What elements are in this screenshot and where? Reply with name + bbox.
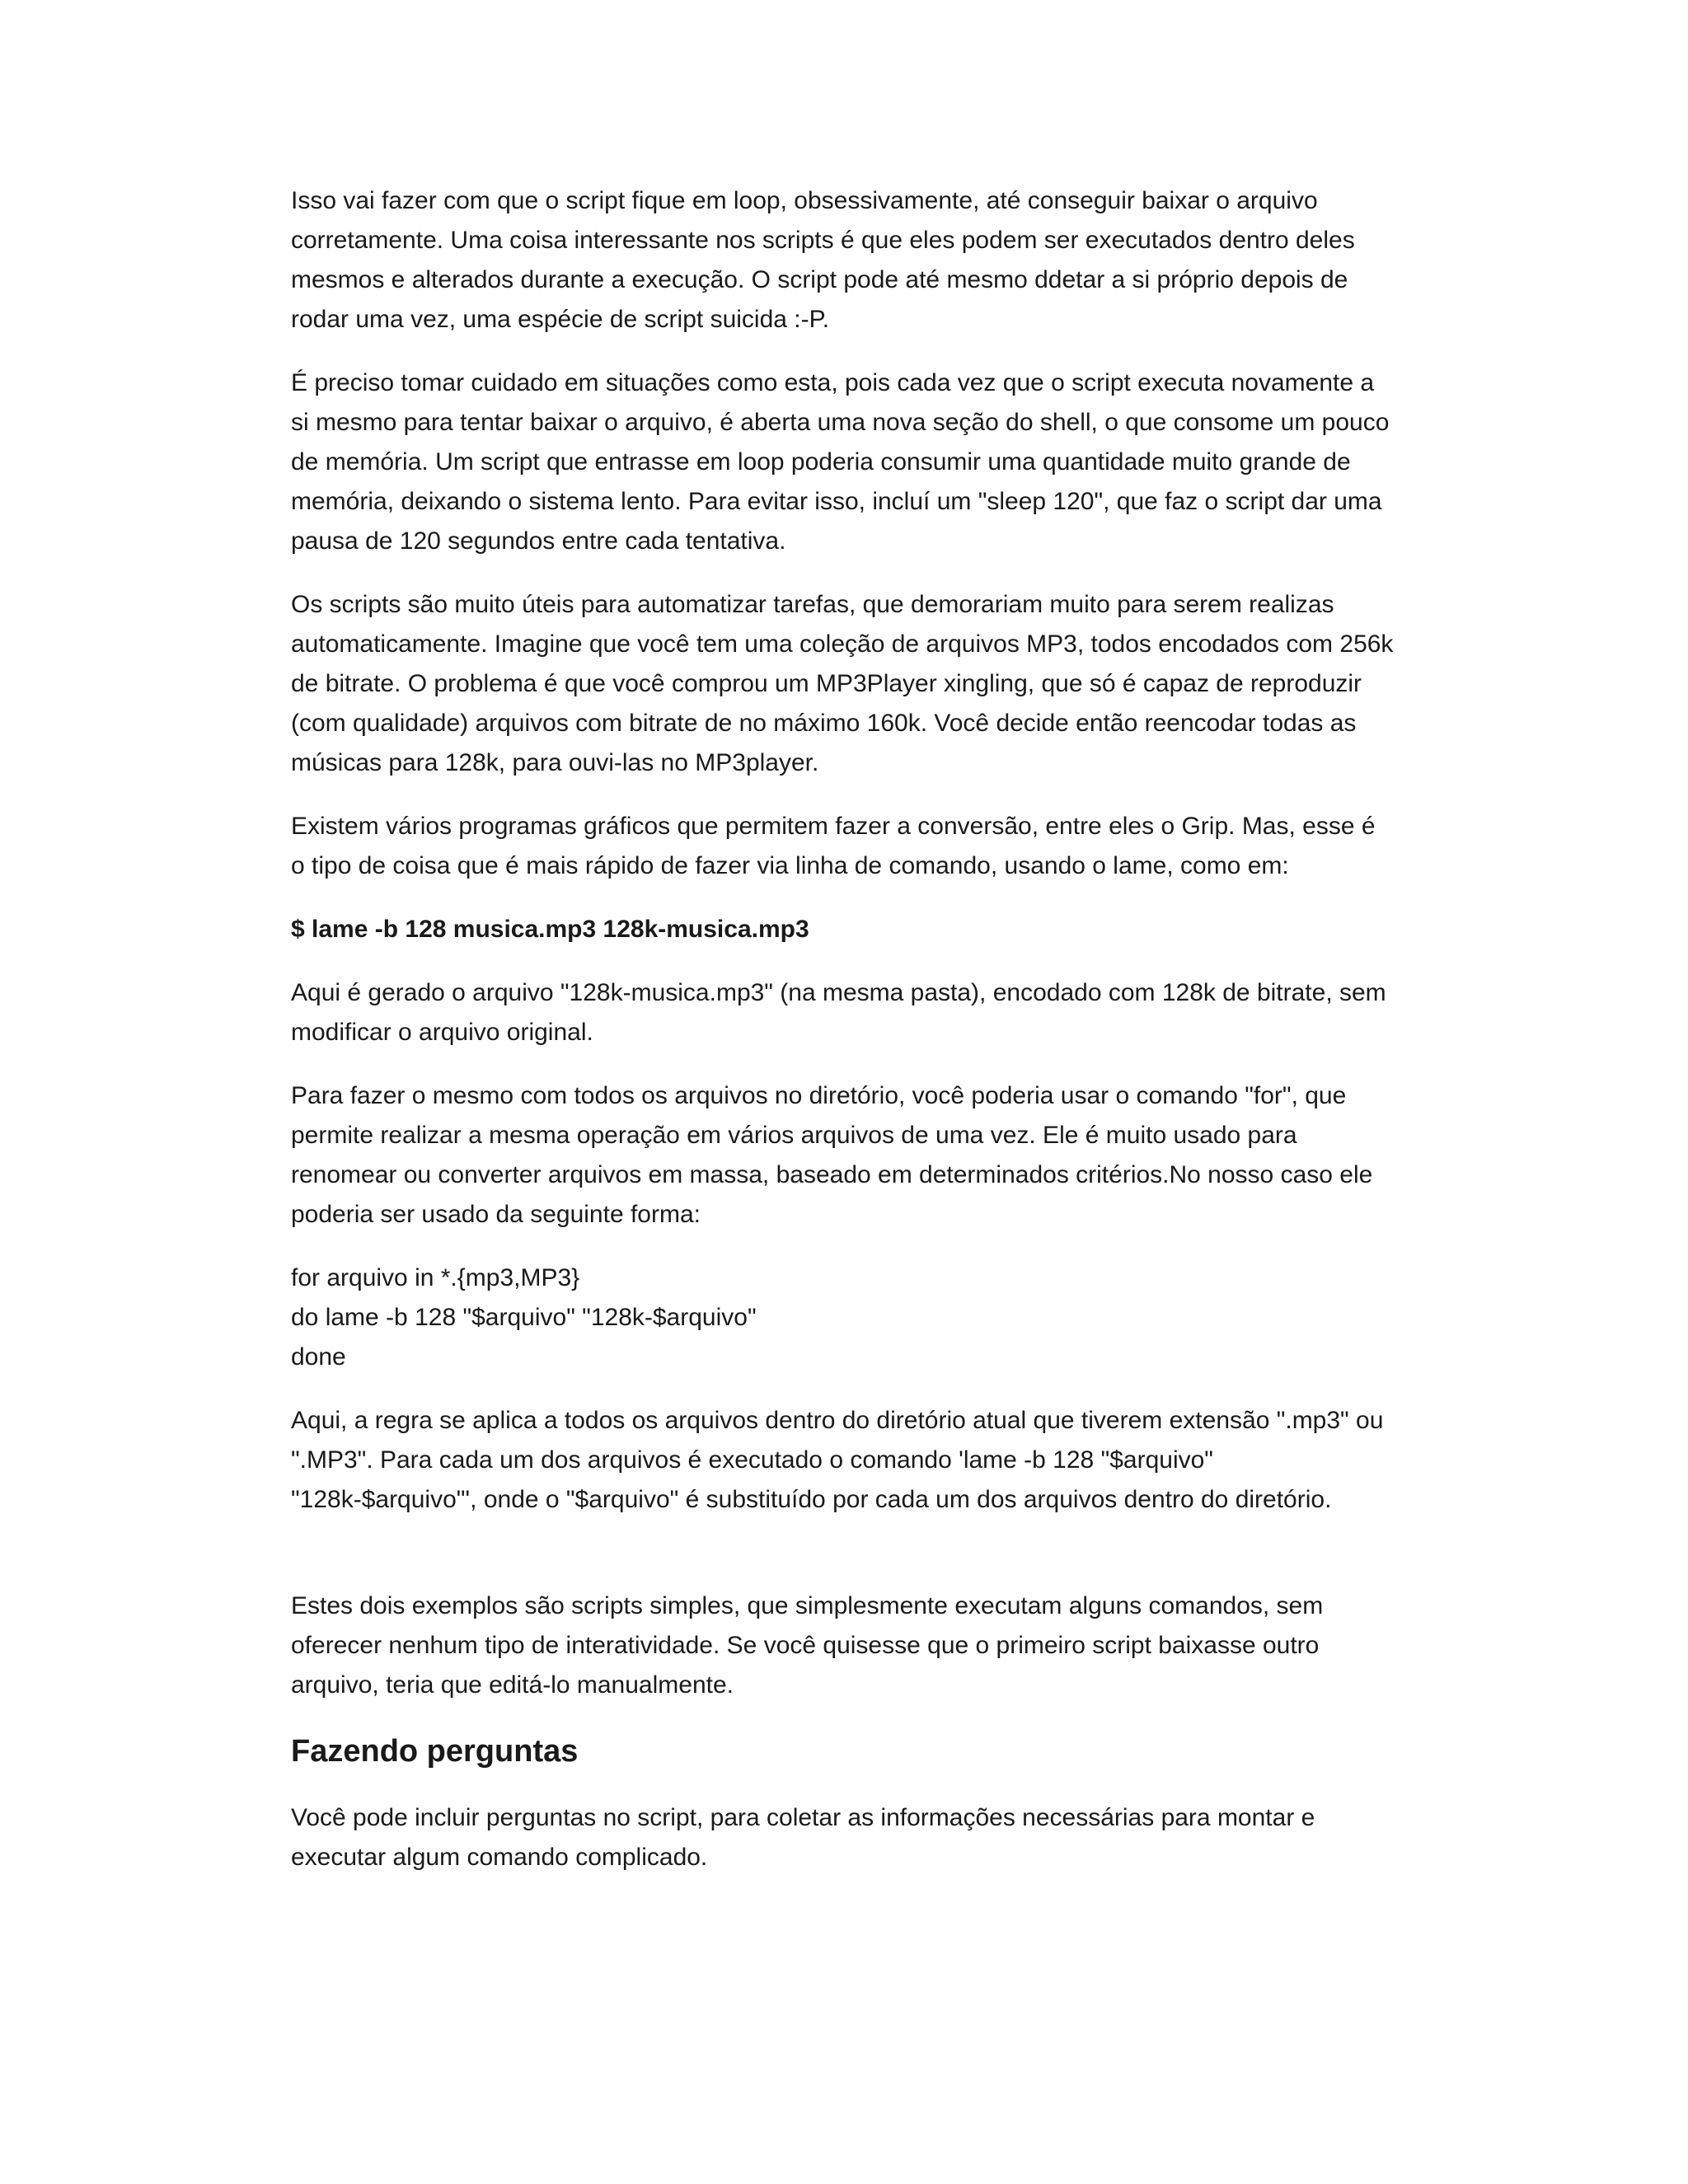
spacer — [291, 1544, 1395, 1586]
paragraph-loop-script: Isso vai fazer com que o script fique em loop, obsessivamente, até conseguir baixar o arquivo corretamente. Uma coisa interessante nos scripts é que eles podem ser executados dentro deles mesmos e alterados durante a execução. O script pode até mesmo ddetar a si próprio depois de rodar uma vez, uma espécie de script suicida :-P. — [291, 187, 1355, 333]
paragraph-questions: Você pode incluir perguntas no script, para coletar as informações necessárias para montar e executar algum comando complicado. — [291, 1804, 1315, 1871]
document-body — [291, 181, 1395, 1901]
paragraph-simple-scripts: Estes dois exemplos são scripts simples, que simplesmente executam alguns comandos, sem oferecer nenhum tipo de interatividade. Se você quisesse que o primeiro script baixasse outro arquivo, teria que editá-lo manualmente. — [291, 1592, 1324, 1699]
code-line: done — [291, 1343, 346, 1371]
lame-command: $ lame -b 128 musica.mp3 128k-musica.mp3 — [291, 916, 809, 943]
paragraph-rule-explanation: Aqui, a regra se aplica a todos os arquivos dentro do diretório atual que tiverem extensão ".mp3" ou ".MP3". Para cada um dos arquivos é executado o comando 'lame -b 128 "$arquivo" "128k-$arquivo"', onde o "$arquivo" é substituído por cada um dos arquivos dentro do diretório. — [291, 1407, 1384, 1513]
section-heading: Fazendo perguntas — [291, 1734, 579, 1769]
paragraph-memory-warning: É preciso tomar cuidado em situações como esta, pois cada vez que o script executa novamente a si mesmo para tentar baixar o arquivo, é aberta uma nova seção do shell, o que consome um pouco de memória. Um script que entrasse em loop poderia consumir uma quantidade muito grande de memória, deixando o sistema lento. Para evitar isso, incluí um "sleep 120", que faz o script dar uma pausa de 120 segundos entre cada tentativa. — [291, 369, 1390, 555]
paragraph-lame-result: Aqui é gerado o arquivo "128k-musica.mp3" (na mesma pasta), encodado com 128k de bitrate, sem modificar o arquivo original. — [291, 979, 1386, 1046]
code-line: for arquivo in *.{mp3,MP3} — [291, 1264, 580, 1291]
code-block — [291, 1258, 1395, 1377]
paragraph-conversion: Existem vários programas gráficos que permitem fazer a conversão, entre eles o Grip. Mas, esse é o tipo de coisa que é mais rápido de fazer via linha de comando, usando o lame, como em: — [291, 813, 1376, 879]
paragraph-automation: Os scripts são muito úteis para automatizar tarefas, que demorariam muito para serem realizas automaticamente. Imagine que você tem uma coleção de arquivos MP3, todos encodados com 256k de bitrate. O problema é que você comprou um MP3Player xingling, que só é capaz de reproduzir (com qualidade) arquivos com bitrate de no máximo 160k. Você decide então reencodar todas as músicas para 128k, para ouvi-las no MP3player. — [291, 591, 1394, 776]
paragraph-for-loop: Para fazer o mesmo com todos os arquivos no diretório, você poderia usar o comando "for", que permite realizar a mesma operação em vários arquivos de uma vez. Ele é muito usado para renomear ou converter arquivos em massa, baseado em determinados critérios.No nosso caso ele poderia ser usado da seguinte forma: — [291, 1082, 1373, 1228]
code-line: do lame -b 128 "$arquivo" "128k-$arquivo" — [291, 1304, 757, 1331]
